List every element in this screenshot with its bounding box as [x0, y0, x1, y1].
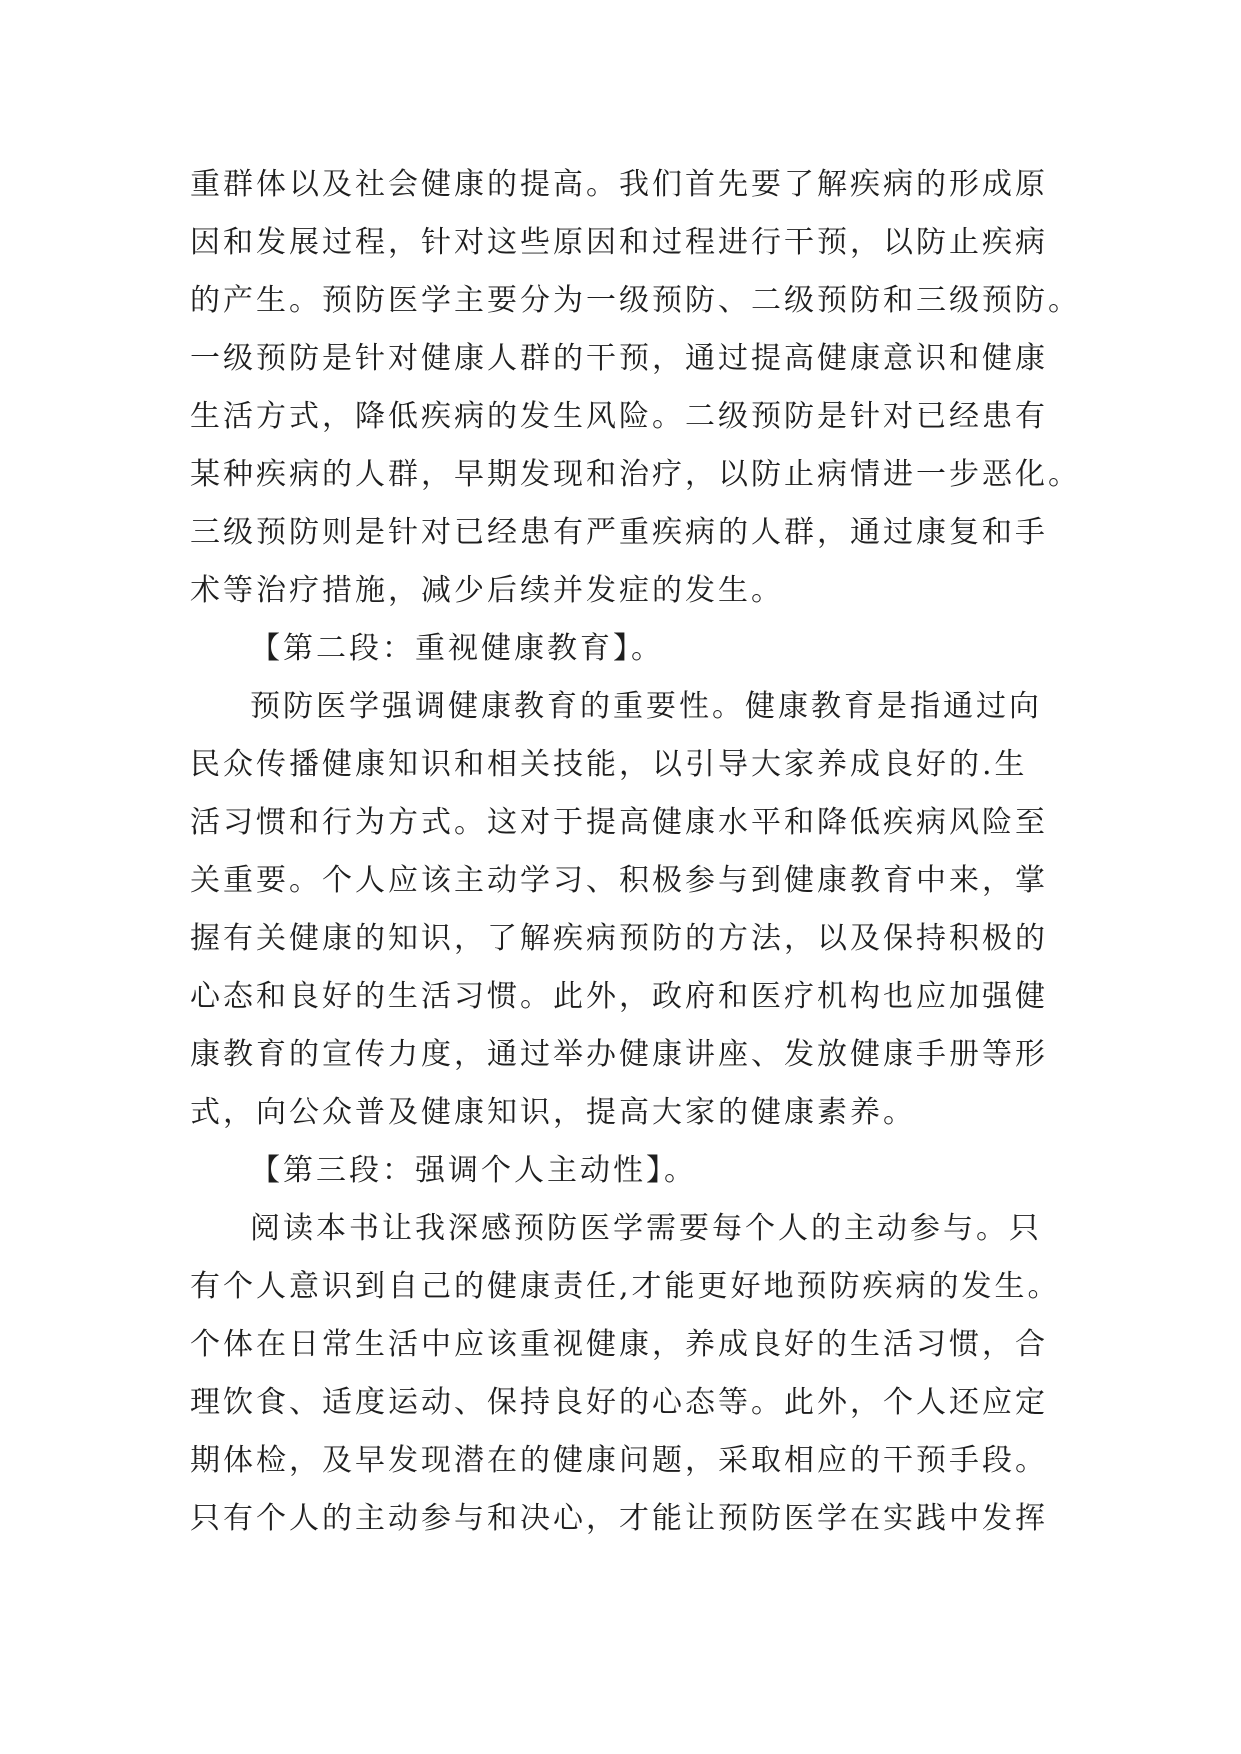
text-line: 三级预防则是针对已经患有严重疾病的人群，通过康复和手	[190, 515, 1048, 550]
text-line: 握有关健康的知识，了解疾病预防的方法，以及保持积极的	[190, 921, 1048, 956]
text-line: 期体检，及早发现潜在的健康问题，采取相应的干预手段。	[190, 1443, 1048, 1478]
text-line: 阅读本书让我深感预防医学需要每个人的主动参与。只	[250, 1211, 1042, 1246]
text-line: 康教育的宣传力度，通过举办健康讲座、发放健康手册等形	[190, 1037, 1048, 1072]
text-line: 心态和良好的生活习惯。此外，政府和医疗机构也应加强健	[190, 979, 1048, 1014]
text-line: 的产生。预防医学主要分为一级预防、二级预防和三级预防。	[190, 283, 1081, 318]
text-line: 术等治疗措施，减少后续并发症的发生。	[190, 573, 784, 608]
text-line: 关重要。个人应该主动学习、积极参与到健康教育中来，掌	[190, 863, 1048, 898]
text-line: 个体在日常生活中应该重视健康，养成良好的生活习惯，合	[190, 1327, 1048, 1362]
text-line: 生活方式，降低疾病的发生风险。二级预防是针对已经患有	[190, 399, 1048, 434]
text-line: 重群体以及社会健康的提高。我们首先要了解疾病的形成原	[190, 167, 1048, 202]
body-text	[190, 156, 1081, 1548]
text-line: 预防医学强调健康教育的重要性。健康教育是指通过向	[250, 689, 1042, 724]
section-heading-3: 【第三段：强调个人主动性】。	[250, 1153, 697, 1188]
text-line: 民众传播健康知识和相关技能，以引导大家养成良好的.生	[190, 747, 1028, 782]
text-line: 一级预防是针对健康人群的干预，通过提高健康意识和健康	[190, 341, 1048, 376]
text-line: 因和发展过程，针对这些原因和过程进行干预，以防止疾病	[190, 225, 1048, 260]
text-line: 某种疾病的人群，早期发现和治疗，以防止病情进一步恶化。	[190, 457, 1081, 492]
text-line: 有个人意识到自己的健康责任,才能更好地预防疾病的发生。	[190, 1269, 1061, 1304]
section-heading-2: 【第二段：重视健康教育】。	[250, 631, 664, 666]
text-line: 活习惯和行为方式。这对于提高健康水平和降低疾病风险至	[190, 805, 1048, 840]
text-line: 只有个人的主动参与和决心，才能让预防医学在实践中发挥	[190, 1501, 1048, 1536]
text-line: 式，向公众普及健康知识，提高大家的健康素养。	[190, 1095, 916, 1130]
text-line: 理饮食、适度运动、保持良好的心态等。此外，个人还应定	[190, 1385, 1048, 1420]
